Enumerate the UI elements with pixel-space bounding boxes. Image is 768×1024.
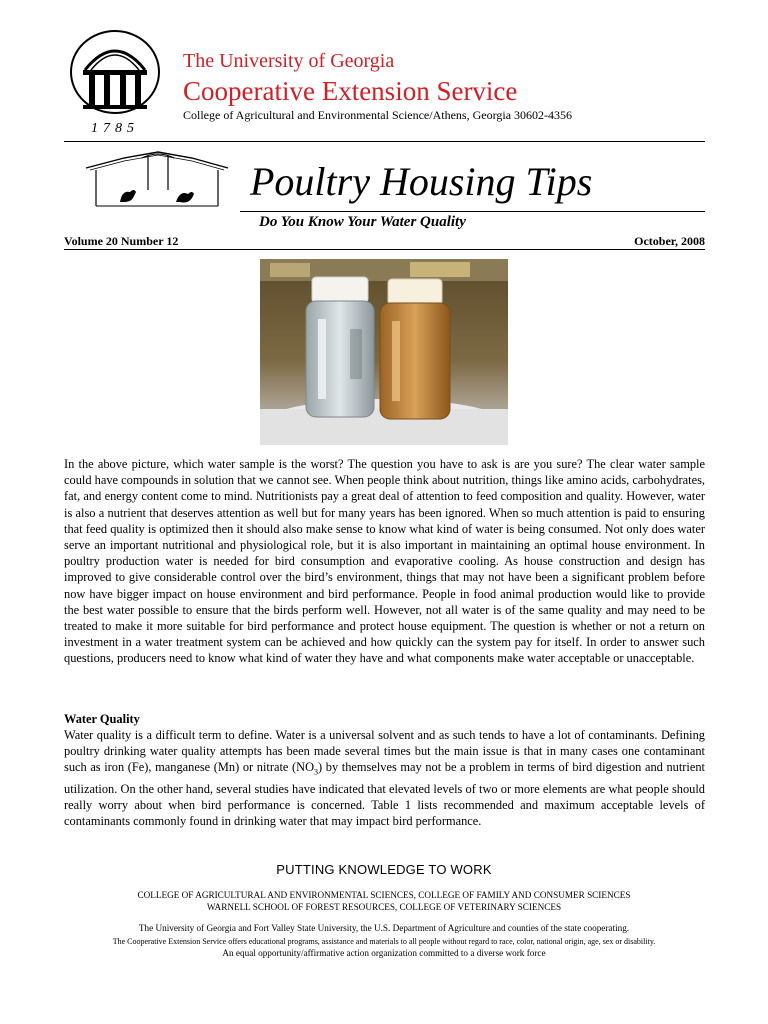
poultry-house-logo bbox=[84, 150, 230, 214]
footer-cooperating: The University of Georgia and Fort Valley State University, the U.S. Department of Agriculture and counties of the state cooperating. bbox=[138, 923, 630, 933]
header-divider bbox=[64, 141, 705, 142]
intro-paragraph: In the above picture, which water sample is the worst? The question you have to ask is are you sure? The clear water sample could have compounds in solution that we cannot see. When people think about nutrition, things like amino acids, carbohydrates, fat, and energy content come to mind. Nutritionists pay a great deal of attention to feed composition and quality. However, water is also a nutrient that deserves attention as well but for many years has been ignored. When so much attention is paid to ensuring that feed quality is optimized then it should also make sense to know what kind of water is being consumed. Not only does water serve an important nutritional and physiological role, but it is also important in maintaining an optimal house environment. In poultry production water is needed for bird consumption and evaporative cooling. As house construction and design has improved to give considerable control over the bird’s environment, things that may not have been a significant problem before now have bigger impact on house environment and bird performance. People in food animal production would like to provide the best water possible to ensure that the birds perform well. However, not all water is of the same quality and may need to be treated to make it more suitable for bird performance and protect house equipment. The question is whether or not a return on investment in a water treatment system can be achieved and how quickly can the system pay for itself. In order to answer such questions, producers need to know what kind of water they have and what components make water acceptable or unacceptable. bbox=[64, 457, 705, 666]
footer-nondiscrimination: The Cooperative Extension Service offers educational programs, assistance and materials to all people without regard to race, color, national origin, age, sex or disability. bbox=[112, 937, 656, 946]
water-samples-photo bbox=[260, 259, 508, 445]
college-address: College of Agricultural and Environmental Science/Athens, Georgia 30602-4356 bbox=[183, 108, 573, 122]
footer-eeo: An equal opportunity/affirmative action organization committed to a diverse work force bbox=[222, 948, 546, 958]
footer-colleges-line1: COLLEGE OF AGRICULTURAL AND ENVIRONMENTAL SCIENCES, COLLEGE OF FAMILY AND CONSUMER SCIENCES bbox=[137, 890, 631, 900]
university-name: The University of Georgia bbox=[183, 50, 395, 72]
volume-number: Volume 20 Number 12 bbox=[64, 234, 179, 248]
footer-colleges-line2: WARNELL SCHOOL OF FOREST RESOURCES, COLLEGE OF VETERINARY SCIENCES bbox=[206, 902, 562, 912]
water-quality-heading: Water Quality bbox=[64, 712, 140, 726]
seal-year: 1785 bbox=[91, 121, 139, 136]
wq-text-part2: ) by themselves may not be a problem in terms of bird digestion and nutrient utilization. On the other hand, several studies have indicated that elevated levels of two or more elements are what people should really worry about when bird performance is concerned. Table 1 lists recommended and maximum acceptable levels of contaminants commonly found in drinking water that may impact bird performance. bbox=[64, 760, 705, 829]
newsletter-title: Poultry Housing Tips bbox=[250, 159, 593, 204]
water-quality-paragraph bbox=[64, 727, 705, 830]
issue-subtitle: Do You Know Your Water Quality bbox=[259, 214, 466, 230]
issue-date: October, 2008 bbox=[634, 234, 705, 248]
nitrate-subscript: 3 bbox=[314, 767, 319, 777]
footer-slogan: PUTTING KNOWLEDGE TO WORK bbox=[276, 862, 492, 877]
title-underline bbox=[240, 211, 705, 212]
wq-text-part1: Water quality is a difficult term to define. Water is a universal solvent and as such tends to have a lot of contaminants. Defining poultry drinking water quality attempts has been made several times but the main issue is that in many cases one contaminant such as iron (Fe), manganese (Mn) or nitrate (NO bbox=[64, 728, 705, 775]
masthead-divider bbox=[64, 249, 705, 250]
uga-arch-seal bbox=[69, 30, 161, 136]
service-name: Cooperative Extension Service bbox=[183, 76, 518, 106]
